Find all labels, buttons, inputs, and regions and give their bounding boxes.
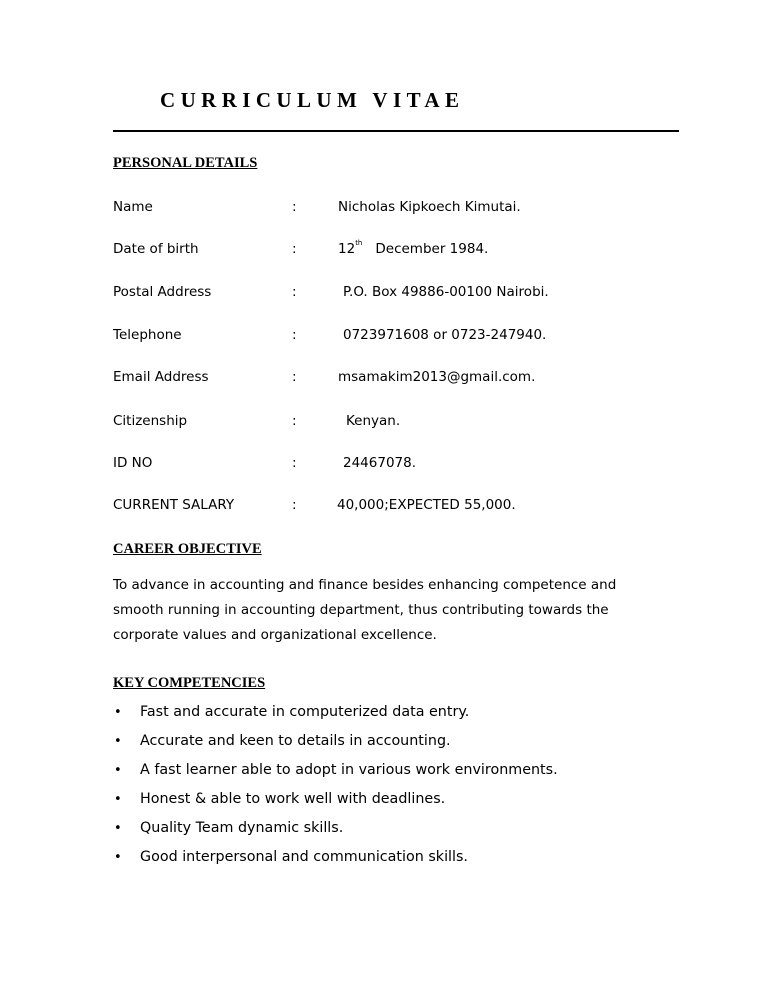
name-value: Nicholas Kipkoech Kimutai. bbox=[338, 199, 521, 215]
email-value: msamakim2013@gmail.com. bbox=[338, 369, 536, 385]
competency-item: Honest & able to work well with deadlines. bbox=[140, 791, 446, 807]
objective-line: To advance in accounting and finance besides enhancing competence and bbox=[113, 577, 617, 593]
postal-address-colon: : bbox=[292, 284, 297, 300]
dob-ordinal: th bbox=[355, 239, 363, 247]
salary-colon: : bbox=[292, 497, 297, 513]
dob-value bbox=[338, 241, 488, 257]
dob-colon: : bbox=[292, 241, 297, 257]
personal-details-heading: PERSONAL DETAILS bbox=[113, 155, 258, 171]
id-number-label: ID NO bbox=[113, 455, 153, 471]
telephone-value: 0723971608 or 0723-247940. bbox=[343, 327, 547, 343]
postal-address-label: Postal Address bbox=[113, 284, 212, 300]
dob-label: Date of birth bbox=[113, 241, 199, 257]
competency-item: Fast and accurate in computerized data entry. bbox=[140, 704, 470, 720]
objective-line: corporate values and organizational excellence. bbox=[113, 627, 437, 643]
bullet-icon: • bbox=[114, 821, 122, 836]
career-objective-text bbox=[113, 573, 673, 648]
id-number-value: 24467078. bbox=[343, 455, 417, 471]
id-number-colon: : bbox=[292, 455, 297, 471]
citizenship-value: Kenyan. bbox=[346, 413, 401, 429]
competency-item: Quality Team dynamic skills. bbox=[140, 820, 344, 836]
name-label: Name bbox=[113, 199, 153, 215]
telephone-colon: : bbox=[292, 327, 297, 343]
postal-address-value: P.O. Box 49886-00100 Nairobi. bbox=[343, 284, 549, 300]
document-title: CURRICULUM VITAE bbox=[160, 88, 465, 112]
citizenship-colon: : bbox=[292, 413, 297, 429]
competency-item: A fast learner able to adopt in various work environments. bbox=[140, 762, 558, 778]
citizenship-label: Citizenship bbox=[113, 413, 188, 429]
dob-day: 12 bbox=[338, 241, 356, 257]
key-competencies-heading: KEY COMPETENCIES bbox=[113, 675, 266, 691]
telephone-label: Telephone bbox=[113, 327, 182, 343]
email-label: Email Address bbox=[113, 369, 209, 385]
bullet-icon: • bbox=[114, 734, 122, 749]
salary-value: 40,000;EXPECTED 55,000. bbox=[337, 497, 516, 513]
name-colon: : bbox=[292, 199, 297, 215]
bullet-icon: • bbox=[114, 705, 122, 720]
bullet-icon: • bbox=[114, 792, 122, 807]
competency-item: Accurate and keen to details in accounting. bbox=[140, 733, 451, 749]
bullet-icon: • bbox=[114, 763, 122, 778]
career-objective-heading: CAREER OBJECTIVE bbox=[113, 541, 262, 557]
salary-label: CURRENT SALARY bbox=[113, 497, 235, 513]
title-divider bbox=[113, 130, 679, 132]
email-colon: : bbox=[292, 369, 297, 385]
competency-item: Good interpersonal and communication skills. bbox=[140, 849, 468, 865]
objective-line: smooth running in accounting department, thus contributing towards the bbox=[113, 602, 609, 618]
bullet-icon: • bbox=[114, 850, 122, 865]
dob-month-year: December 1984. bbox=[375, 241, 489, 257]
